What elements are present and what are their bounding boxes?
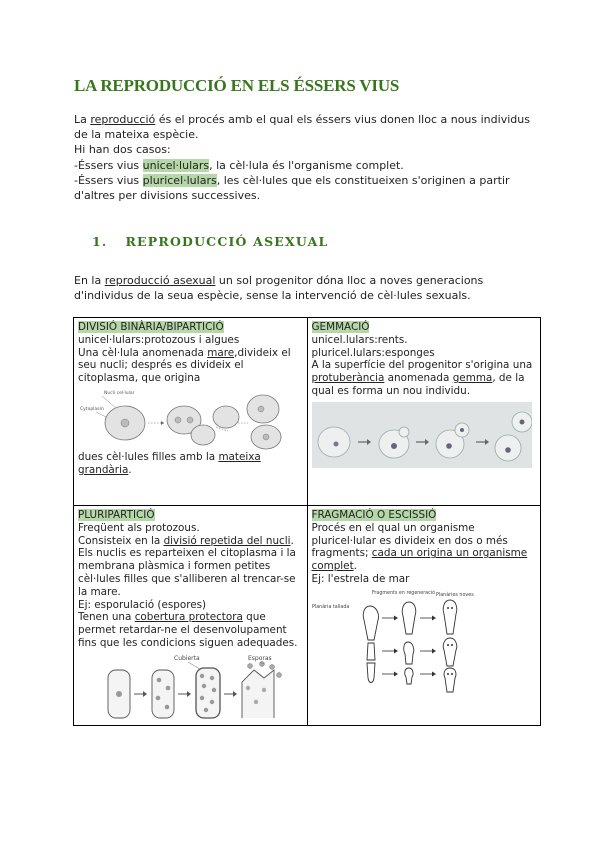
broken-cell-shape [242,670,274,718]
cell-text: dues cèl·lules filles amb la mateixa grandària. [78,450,261,476]
cell-text: pluricel.lulars:esponges [311,346,435,359]
cell-text: Freqüent als protozous. [78,521,200,534]
intro-paragraph [74,112,534,203]
intro-text: és el procés amb el qual els éssers vius donen lloc a nous individus de la mateixa espècie. [74,113,530,142]
cell-title: PLURIPARTICIÓ [78,509,155,521]
cell-gemmacio [307,318,541,506]
intro-line-4 [74,173,534,203]
fragment-shape [367,643,375,660]
section-text: un sol progenitor dóna lloc a noves generacions d'individus de la seua espècie, sense la intervenció de cèl·lules sexuals. [74,274,484,303]
figure-label: Cytoplasm [80,406,104,412]
term-unicellulars: unicel·lulars [142,158,210,172]
fragment-shape [363,606,378,640]
fragment-shape [367,663,375,683]
sporulation-figure [78,652,300,722]
figure-label: Planàries noves [435,592,474,598]
regenerating-shape [403,642,413,664]
cell-text: unicel.lulars:rents. [311,333,408,346]
intro-line-2: Hi han dos casos: [74,143,171,157]
cell-divisio-binaria [74,318,308,506]
budding-figure [312,402,532,468]
page-title: LA REPRODUCCIÓ EN ELS ÉSSERS VIUS [74,76,400,95]
reproduction-types-table [73,317,541,726]
cell-text: Ej: l'estrela de mar [311,572,410,585]
binary-fission-figure [78,387,300,451]
cell-title: FRAGMACIÓ O ESCISSIÓ [311,509,437,521]
new-planarian-shape [443,600,457,634]
section-heading [92,234,329,249]
regenerating-shape [402,602,416,634]
cell-text: Procés en el qual un organisme pluricel·lular es divideix en dos o més fragments; cada un origina un organisme complet. [311,521,528,573]
term-reproduccio-asexual: reproducció asexual [104,274,216,287]
term-reproduccio: reproducció [90,113,156,126]
cell-shape [191,425,215,445]
new-planarian-shape [444,668,456,692]
dividing-cell-shape [152,670,174,718]
cell-text: Tenen una cobertura protectora que permet retardar-ne el desenvolupament fins que les condicions siguen adequades. [78,611,298,649]
cell-text: Ej: esporulació (espores) [78,598,207,611]
intro-text: , les cèl·lules que els constitueixen s'originen a partir d'altres per divisions successives. [74,173,510,203]
cell-pluriparticio [74,506,308,726]
regenerating-shape [404,668,412,684]
intro-text: -Éssers vius [74,158,143,172]
section-number: 1. [92,234,108,249]
section-paragraph [74,273,544,303]
term-pluricellulars: pluricel·lulars [142,173,217,187]
figure-label: Cubierta [174,654,200,662]
section-title: REPRODUCCIÓ ASEXUAL [125,234,329,249]
figure-label: Esporas [248,654,272,662]
cell-text: A la superfície del progenitor s'origina una protuberància anomenada gemma, de la qual es forma un nou individu. [311,359,533,397]
cell-text: unicel·lulars:protozous i algues [78,333,240,346]
figure-label: Planària tallada [311,604,349,610]
section-text: En la [74,274,105,287]
figure-label: Fragments en regeneració [371,590,435,596]
yeast-cell-shape [318,427,350,457]
cell-shape [213,406,239,428]
intro-line-1 [74,112,534,142]
cell-text: Consisteix en la divisió repetida del nucli. [78,534,294,547]
cell-title: DIVISIÓ BINÀRIA/BIPARTICIÓ [78,321,224,333]
cell-fragmentacio [307,506,541,726]
intro-line-3 [74,158,534,173]
cell-text: Una cèl·lula anomenada mare,divideix el seu nucli; després es divideix el citoplasma, que origina [78,346,291,385]
fragmentation-figure [312,588,534,696]
cell-text: Els nuclis es reparteixen el citoplasma i la membrana plàsmica i formen petites cèl·lules filles que s'alliberen al trencar-se la mare. [78,547,296,598]
intro-text: , la cèl·lula és l'organisme complet. [209,158,404,172]
intro-text: La [74,113,91,126]
cell-title: GEMMACIÓ [311,321,370,333]
bud-shape [399,427,409,437]
nucleus-shape [121,419,129,427]
new-planarian-shape [443,638,457,666]
figure-label: Nucli cel·lular [104,390,135,396]
intro-text: -Éssers vius [74,173,143,187]
